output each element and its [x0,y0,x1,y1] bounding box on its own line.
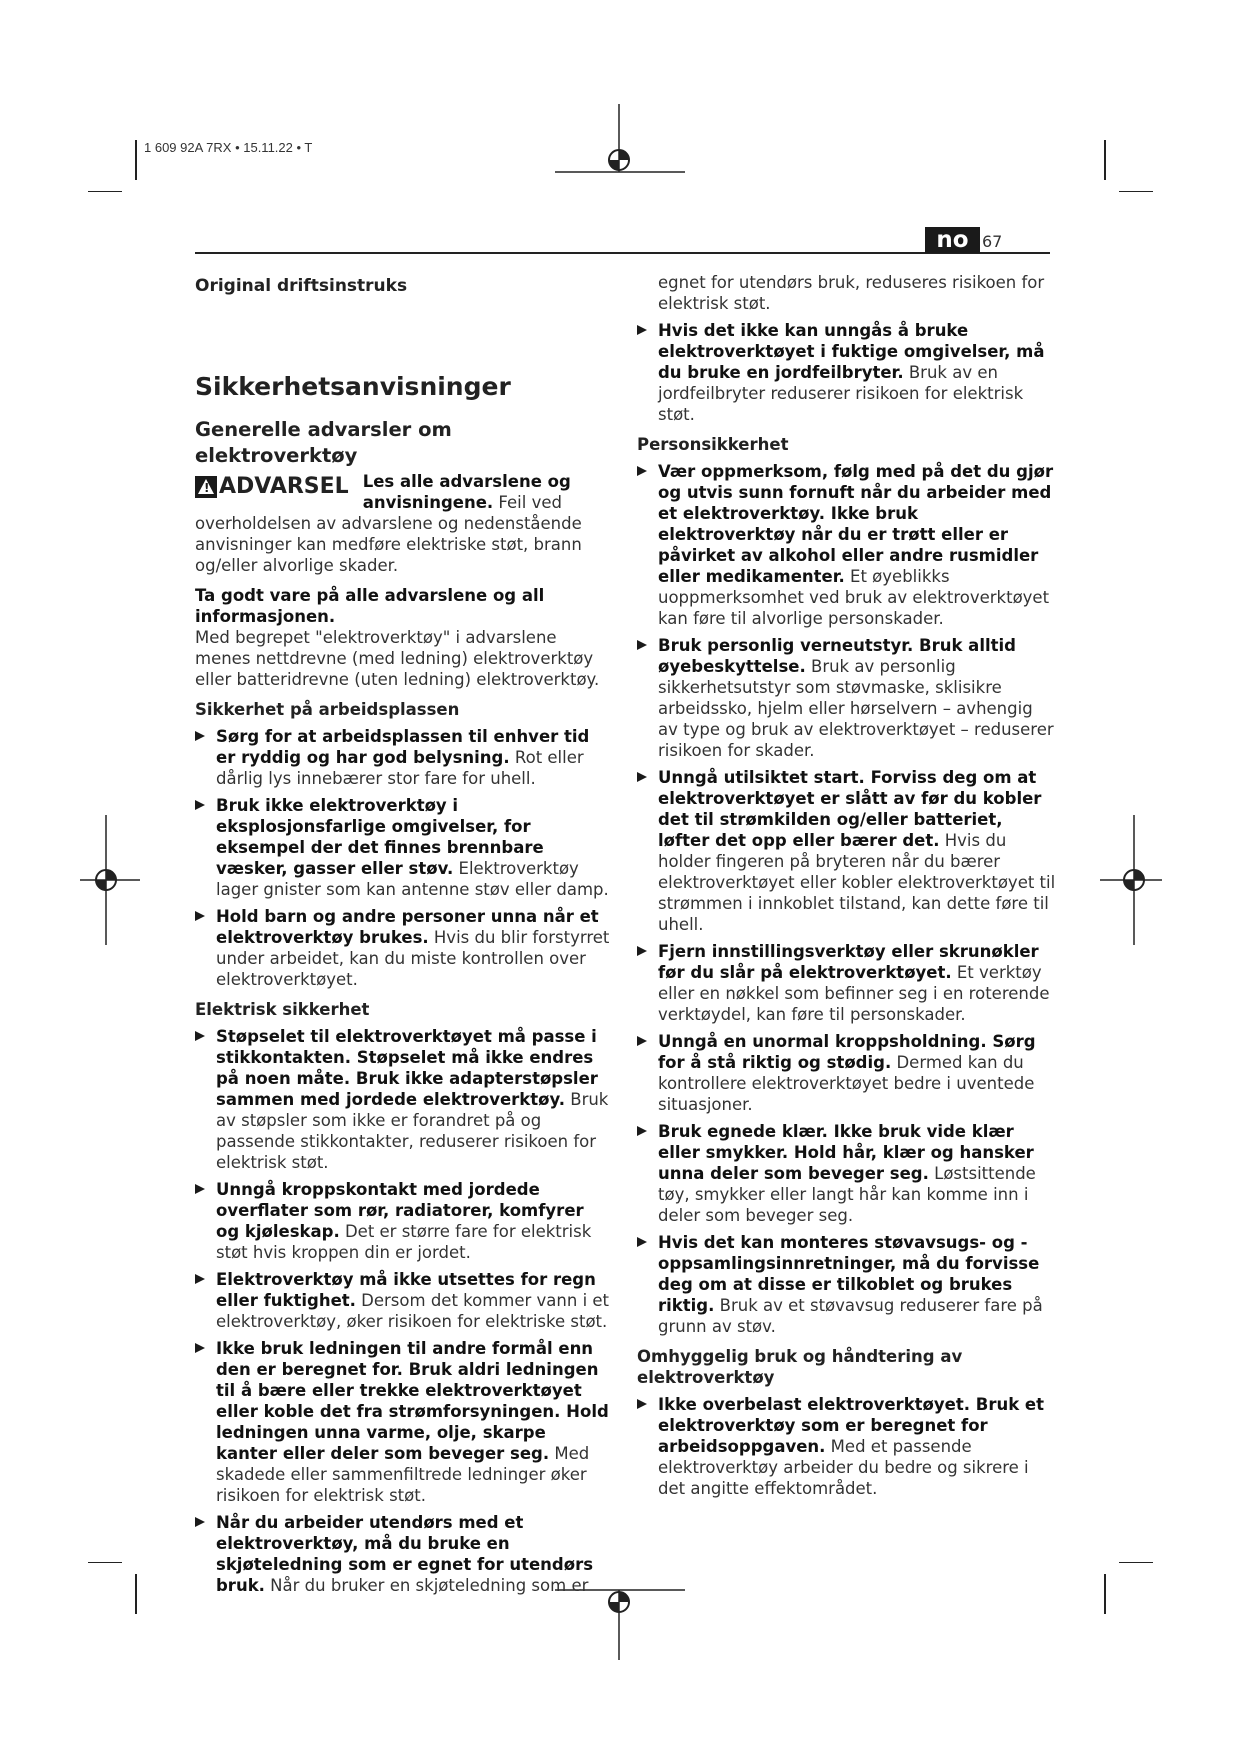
list-item: Sørg for at arbeidsplassen til enhver tid er ryddig og har god belysning. Rot eller dårlig lys innebærer stor fare for uhell. [195,726,610,789]
list-item: Unngå kroppskontakt med jordede overflater som rør, radiatorer, komfyrer og kjøleskap. Det er større fare for elektrisk støt hvis kroppen din er jordet. [195,1179,610,1263]
bullet-arrow-icon [637,1126,647,1136]
list-item: Unngå utilsiktet start. Forviss deg om at elektroverktøyet er slått av før du kobler det til strømkilden og/eller batteriet, løfter det opp eller bærer det. Hvis du holder fingeren på bryteren når du bærer elektroverktøyet eller kobler elektroverktøyet til strømmen i innkoblet tilstand, kan dette føre til uhell. [637,767,1057,935]
electrical-list [195,1026,610,1596]
crop-mark [88,191,122,192]
careful-use-list [637,1394,1057,1499]
bullet-arrow-icon [195,911,205,921]
bullet-arrow-icon [195,800,205,810]
list-item: Når du arbeider utendørs med et elektroverktøy, må du bruke en skjøteledning som er egnet for utendørs bruk. Når du bruker en skjøteledning som er [195,1512,610,1596]
language-badge: no [925,227,980,253]
bullet-arrow-icon [637,325,647,335]
list-item: Støpselet til elektroverktøyet må passe i stikkontakten. Støpselet må ikke endres på noen måte. Bruk ikke adapterstøpsler sammen med jordede elektroverktøy. Bruk av støpsler som ikke er forandret på og passende stikkontakter, reduserer risikoen for elektrisk støt. [195,1026,610,1173]
header-rule [195,252,1050,254]
crop-mark [1104,1574,1106,1614]
list-item: Unngå en unormal kroppsholdning. Sørg for å stå riktig og stødig. Dermed kan du kontrollere elektroverktøyet bedre i uventede situasjoner. [637,1031,1057,1115]
page-number: 67 [982,232,1003,251]
work-area-title: Sikkerhet på arbeidsplassen [195,700,460,719]
warning-label: ! ADVARSEL [195,473,349,501]
list-item: Vær oppmerksom, følg med på det du gjør og utvis sunn fornuft når du arbeider med et elektroverktøy. Ikke bruk elektroverktøy når du er trøtt eller er påvirket av alkohol eller andre rusmidler eller medikamenter. Et øyeblikks uoppmerksomhet ved bruk av elektroverktøyet kan føre til alvorlige personskader. [637,461,1057,629]
list-item: Bruk personlig verneutstyr. Bruk alltid øyebeskyttelse. Bruk av personlig sikkerhetsutstyr som støvmaske, sklisikre arbeidssko, hjelm eller hørselvern – avhengig av type og bruk av elektroverktøyet – reduserer risikoen for skader. [637,635,1057,761]
right-column [637,272,1057,1499]
bullet-arrow-icon [637,1237,647,1247]
list-item: Bruk egnede klær. Ikke bruk vide klær eller smykker. Hold hår, klær og hansker unna deler som beveger seg. Løstsittende tøy, smykker eller langt hår kan komme inn i deler som beveger seg. [637,1121,1057,1226]
bullet-arrow-icon [195,1031,205,1041]
electrical-title: Elektrisk sikkerhet [195,1000,370,1019]
crop-mark [1104,140,1106,180]
work-area-list [195,726,610,990]
warning-bold: Les alle advarslene og anvisningene. [362,472,571,512]
bullet-arrow-icon [195,731,205,741]
electrical-list-continued [637,320,1057,425]
continuation-text: egnet for utendørs bruk, reduseres risikoen for elektrisk støt. [658,273,1045,313]
keep-note: Ta godt vare på alle advarslene og all informasjonen. [195,586,545,626]
bullet-arrow-icon [195,1517,205,1527]
doc-title: Sikkerhetsanvisninger [195,372,511,401]
bullet-arrow-icon [195,1274,205,1284]
list-item: Fjern innstillingsverktøy eller skrunøkler før du slår på elektroverktøyet. Et verktøy eller en nøkkel som befinner seg i en roterende verktøydel, kan føre til personskader. [637,941,1057,1025]
crop-mark [1119,1562,1153,1563]
bullet-arrow-icon [637,466,647,476]
crop-mark [88,1562,122,1563]
registration-mark-top [555,104,685,194]
term-note: Med begrepet "elektroverktøy" i advarslene menes nettdrevne (med ledning) elektroverktøy eller batteridrevne (uten ledning) elektroverktøy. [195,628,600,689]
doc-subtitle: Original driftsinstruks [195,276,408,296]
bullet-arrow-icon [637,772,647,782]
list-item: Ikke overbelast elektroverktøyet. Bruk et elektroverktøy som er beregnet for arbeidsoppgaven. Med et passende elektroverktøy arbeider du bedre og sikrere i det angitte effektområdet. [637,1394,1057,1499]
warning-text: Feil ved overholdelsen av advarslene og nedenstående anvisninger kan medføre elektriske støt, brann og/eller alvorlige skader. [195,493,582,575]
print-slug: 1 609 92A 7RX • 15.11.22 • T [144,140,313,155]
list-item: Hvis det kan monteres støvavsugs- og -oppsamlingsinnretninger, må du forvisse deg om at disse er tilkoblet og brukes riktig. Bruk av et støvavsug reduserer fare på grunn av støv. [637,1232,1057,1337]
warning-triangle-icon [195,476,217,498]
list-item: Hvis det ikke kan unngås å bruke elektroverktøyet i fuktige omgivelser, må du bruke en jordfeilbryter. Bruk av en jordfeilbryter reduserer risikoen for elektrisk støt. [637,320,1057,425]
left-column [195,272,610,1596]
list-item: Ikke bruk ledningen til andre formål enn den er beregnet for. Bruk aldri ledningen til å bære eller trekke elektroverktøyet eller koble det fra strømforsyningen. Hold ledningen unna varme, olje, skarpe kanter eller deler som beveger seg. Med skadede eller sammenfiltrede ledninger øker risikoen for elektrisk støt. [195,1338,610,1506]
warning-block [195,471,610,576]
section-title: Generelle advarsler om elektroverktøy [195,418,452,467]
bullet-arrow-icon [637,1036,647,1046]
personal-safety-title: Personsikkerhet [637,435,789,454]
personal-safety-list [637,461,1057,1337]
bullet-arrow-icon [195,1184,205,1194]
crop-mark [1119,191,1153,192]
crop-mark [135,1574,137,1614]
bullet-arrow-icon [637,640,647,650]
crop-mark [135,140,137,180]
bullet-arrow-icon [195,1343,205,1353]
careful-use-title: Omhyggelig bruk og håndtering av elektroverktøy [637,1347,963,1387]
list-item: Elektroverktøy må ikke utsettes for regn eller fuktighet. Dersom det kommer vann i et elektroverktøy, øker risikoen for elektriske støt. [195,1269,610,1332]
list-item: Hold barn og andre personer unna når et elektroverktøy brukes. Hvis du blir forstyrret under arbeidet, kan du miste kontrollen over elektroverktøyet. [195,906,610,990]
bullet-arrow-icon [637,946,647,956]
registration-mark-right [1100,815,1162,945]
bullet-arrow-icon [637,1399,647,1409]
registration-mark-left [80,815,140,945]
list-item: Bruk ikke elektroverktøy i eksplosjonsfarlige omgivelser, for eksempel der det finnes brennbare væsker, gasser eller støv. Elektroverktøy lager gnister som kan antenne støv eller damp. [195,795,610,900]
